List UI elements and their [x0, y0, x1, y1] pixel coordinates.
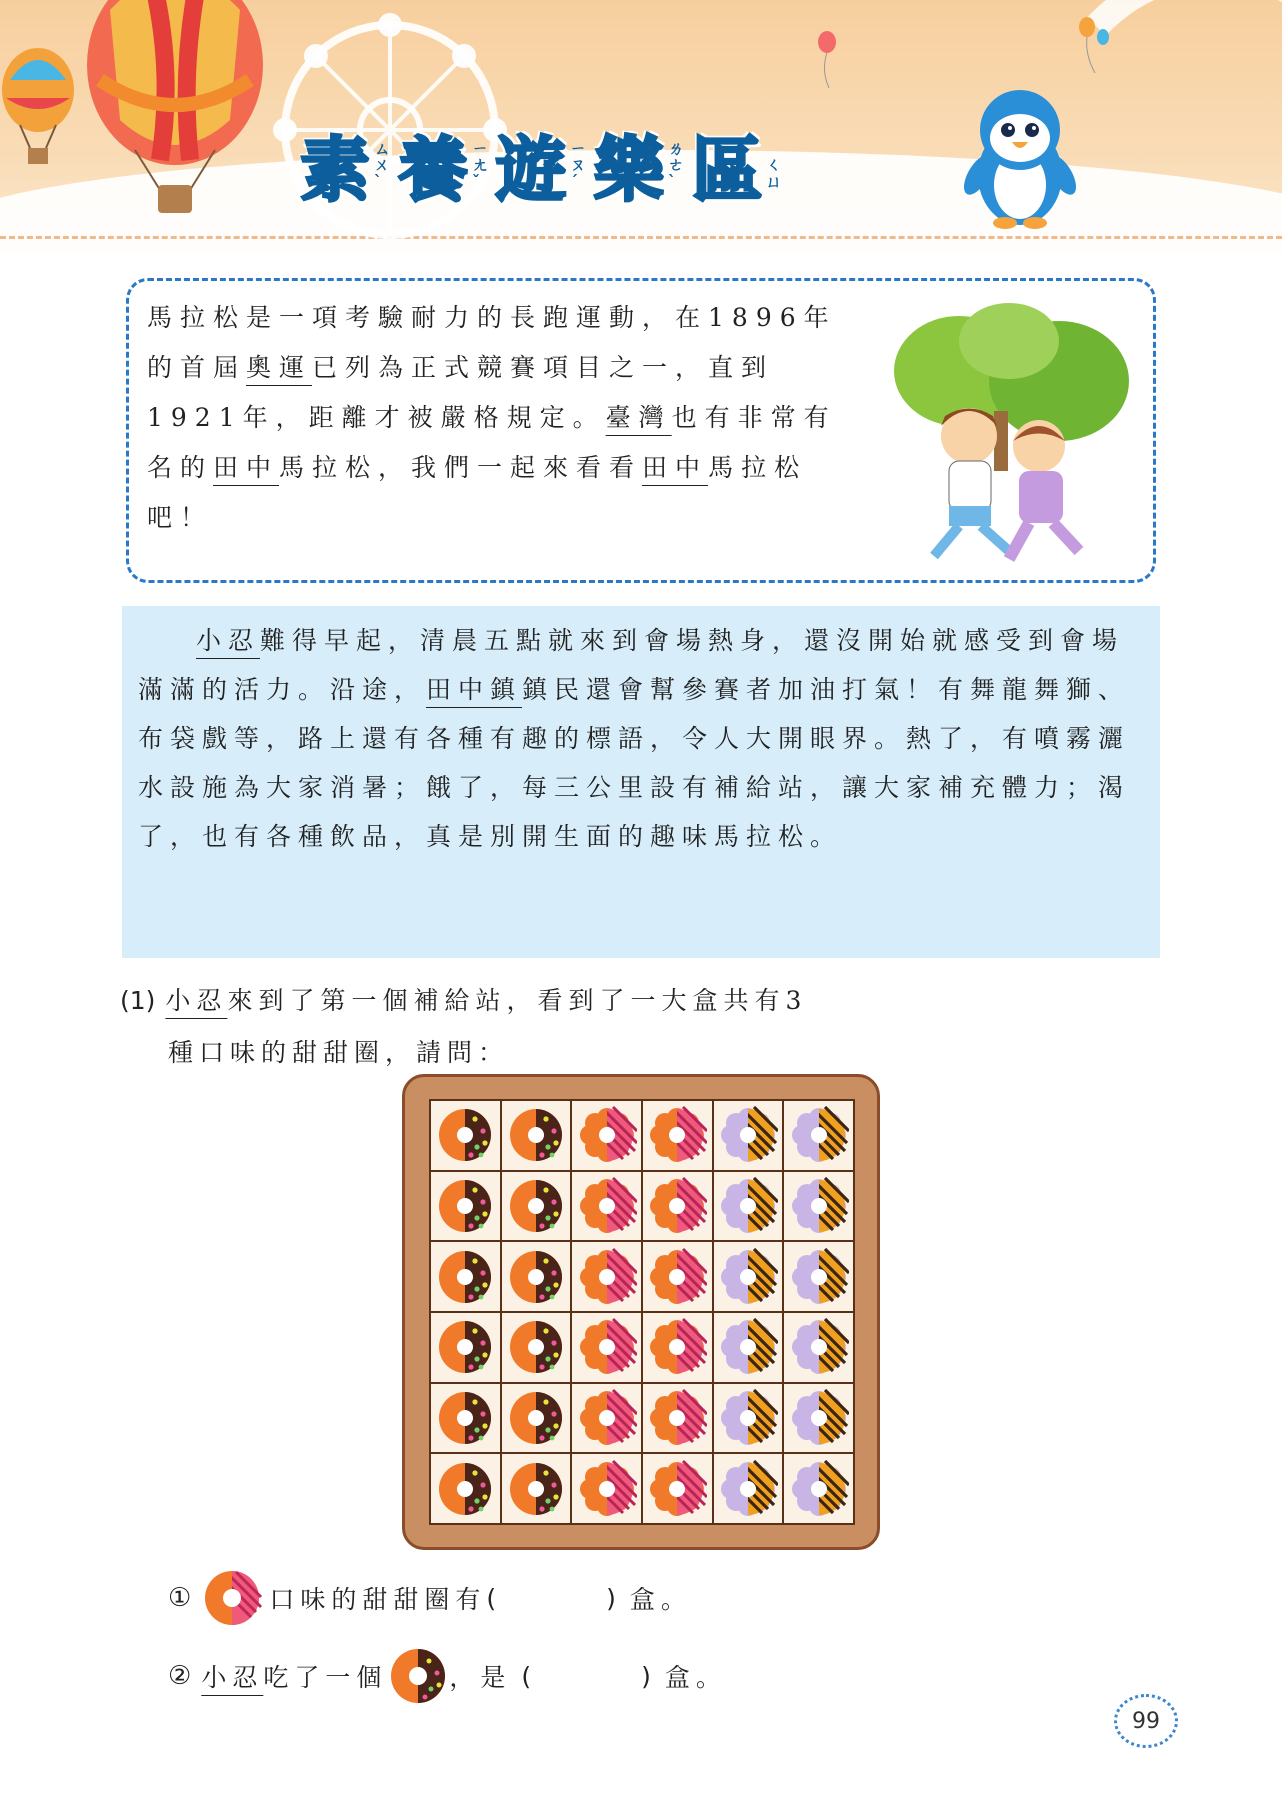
purple-tiger-donut-icon	[718, 1317, 778, 1377]
chocolate-sprinkle-donut-icon	[506, 1176, 566, 1236]
intro-box	[126, 278, 1156, 583]
pink-striped-donut-icon	[577, 1105, 637, 1165]
chocolate-sprinkle-donut-icon	[506, 1317, 566, 1377]
donut-cell	[431, 1313, 500, 1382]
intro-text-part: 馬拉松是一項考驗耐力的長跑運動，在1896年的首屆	[147, 303, 837, 382]
donut-cell	[572, 1101, 641, 1170]
tiny-balloon-icon	[1075, 15, 1115, 75]
donut-cell	[784, 1313, 853, 1382]
question-number: (1)	[120, 986, 156, 1015]
donut-cell	[502, 1242, 571, 1311]
answer-unit: 盒。	[629, 1585, 692, 1614]
donut-cell	[502, 1172, 571, 1241]
purple-tiger-donut-icon	[789, 1105, 849, 1165]
paren-close: )	[606, 1583, 616, 1613]
chocolate-sprinkle-donut-icon	[435, 1105, 495, 1165]
donut-cell	[784, 1384, 853, 1453]
question-text: 種口味的甜甜圈，請問：	[168, 1038, 510, 1067]
question-1	[120, 975, 1160, 1079]
intro-text-part: 已列為正式競賽項目之一，直到1921年，距離才被嚴格規定。	[147, 353, 775, 432]
donut-cell	[431, 1454, 500, 1523]
chocolate-sprinkle-donut-icon	[506, 1105, 566, 1165]
donut-cell	[502, 1454, 571, 1523]
paren-open: (	[521, 1661, 532, 1691]
answer-1	[168, 1568, 692, 1628]
donut-cell	[784, 1101, 853, 1170]
chocolate-sprinkle-donut-icon	[435, 1388, 495, 1448]
donut-cell	[643, 1172, 712, 1241]
term-olympics: 奧運	[246, 353, 313, 382]
pink-striped-donut-icon	[577, 1247, 637, 1307]
pink-striped-donut-icon	[577, 1176, 637, 1236]
question-text: 來到了第一個補給站，看到了一大盒共有3	[227, 986, 808, 1015]
donut-cell	[714, 1242, 783, 1311]
pink-striped-donut-icon	[647, 1388, 707, 1448]
title-zhuyin: ㄑㄩ	[766, 155, 783, 192]
term-xiaoren: 小忍	[165, 986, 228, 1015]
term-tianzhong-town: 田中鎮	[426, 675, 523, 704]
donut-cell	[643, 1454, 712, 1523]
donut-cell	[784, 1454, 853, 1523]
answer-marker: ②	[168, 1661, 192, 1691]
answer-text: ，是	[449, 1663, 512, 1692]
title-char: 素	[300, 129, 370, 211]
title-zhuyin: ㄌㄜˋ	[668, 138, 685, 192]
donut-cell	[643, 1101, 712, 1170]
donut-cell	[502, 1313, 571, 1382]
donut-cell	[784, 1172, 853, 1241]
purple-tiger-donut-icon	[718, 1459, 778, 1519]
story-text	[138, 616, 1144, 861]
chocolate-sprinkle-donut-icon	[506, 1388, 566, 1448]
pink-striped-donut-icon	[647, 1176, 707, 1236]
donut-cell	[431, 1101, 500, 1170]
donut-cell	[714, 1384, 783, 1453]
pink-striped-donut-icon	[201, 1567, 263, 1629]
hot-air-balloon-icon	[80, 0, 270, 230]
donut-cell	[572, 1313, 641, 1382]
donut-cell	[572, 1172, 641, 1241]
donut-cell	[714, 1101, 783, 1170]
paren-close: )	[641, 1661, 651, 1691]
page-header	[0, 0, 1282, 255]
donut-cell	[643, 1242, 712, 1311]
donut-cell	[572, 1242, 641, 1311]
title-char: 養	[398, 129, 468, 211]
purple-tiger-donut-icon	[789, 1176, 849, 1236]
purple-tiger-donut-icon	[718, 1105, 778, 1165]
pink-striped-donut-icon	[647, 1317, 707, 1377]
hot-air-balloon-small-icon	[0, 40, 90, 180]
term-taiwan: 臺灣	[605, 403, 672, 432]
donut-cell	[431, 1172, 500, 1241]
purple-tiger-donut-icon	[789, 1317, 849, 1377]
term-tianzhong: 田中	[213, 453, 280, 482]
purple-tiger-donut-icon	[718, 1388, 778, 1448]
header-dashed-line	[0, 236, 1282, 239]
answer-unit: 盒。	[664, 1663, 727, 1692]
donut-cell	[643, 1313, 712, 1382]
pink-striped-donut-icon	[577, 1317, 637, 1377]
donut-cell	[431, 1384, 500, 1453]
pink-striped-donut-icon	[647, 1459, 707, 1519]
donut-cell	[714, 1454, 783, 1523]
pink-striped-donut-icon	[647, 1105, 707, 1165]
donut-cell	[502, 1101, 571, 1170]
intro-text-part: 也有非常有名的	[147, 403, 837, 482]
intro-text-part: 馬拉松，我們一起來看看	[279, 453, 643, 482]
title-char: 區	[692, 129, 762, 211]
paren-open: (	[486, 1583, 497, 1613]
intro-text-part: 馬拉松吧！	[147, 453, 808, 532]
answer-marker: ①	[168, 1583, 192, 1613]
donut-cell	[643, 1384, 712, 1453]
purple-tiger-donut-icon	[789, 1388, 849, 1448]
story-panel	[122, 606, 1160, 958]
story-text-part: 難得早起，清晨五點就來到會場熱身，還沒開始就感受到會場滿滿的活力。沿途，	[138, 626, 1125, 704]
term-tianzhong: 田中	[642, 453, 709, 482]
donut-cell	[784, 1242, 853, 1311]
intro-text	[147, 293, 867, 543]
donut-grid	[429, 1099, 855, 1525]
page-number: 99	[1114, 1694, 1178, 1748]
donut-cell	[431, 1242, 500, 1311]
purple-tiger-donut-icon	[718, 1176, 778, 1236]
purple-tiger-donut-icon	[789, 1459, 849, 1519]
chocolate-sprinkle-donut-icon	[435, 1247, 495, 1307]
term-xiaoren: 小忍	[201, 1663, 264, 1692]
term-xiaoren: 小忍	[196, 626, 261, 655]
pink-striped-donut-icon	[577, 1459, 637, 1519]
purple-tiger-donut-icon	[789, 1247, 849, 1307]
title-zhuyin: ㄧㄡˊ	[570, 138, 587, 192]
chocolate-sprinkle-donut-icon	[435, 1459, 495, 1519]
answer-2	[168, 1646, 727, 1706]
story-text-part: 鎮民還會幫參賽者加油打氣！有舞龍舞獅、布袋戲等，路上還有各種有趣的標語，令人大開眼界。熱了，有噴霧灑水設施為大家消暑；餓了，每三公里設有補給站，讓大家補充體力；渴了，也有各種飲品，真是別開生面的趣味馬拉松。	[138, 675, 1131, 851]
donut-cell	[572, 1384, 641, 1453]
answer-text: 吃了一個	[263, 1663, 388, 1692]
chocolate-sprinkle-donut-icon	[435, 1176, 495, 1236]
title-char: 遊	[496, 129, 566, 211]
donut-box	[402, 1074, 880, 1550]
purple-tiger-donut-icon	[718, 1247, 778, 1307]
running-children-illustration	[889, 301, 1139, 571]
donut-cell	[714, 1172, 783, 1241]
pink-striped-donut-icon	[577, 1388, 637, 1448]
pink-striped-donut-icon	[647, 1247, 707, 1307]
title-zhuyin: ㄙㄨˋ	[374, 138, 391, 192]
page-title	[300, 105, 786, 211]
chocolate-sprinkle-donut-icon	[435, 1317, 495, 1377]
title-zhuyin: ㄧㄤˇ	[472, 138, 489, 192]
chocolate-sprinkle-donut-icon	[506, 1459, 566, 1519]
tiny-balloon-icon	[815, 30, 839, 90]
answer-text: 口味的甜甜圈有	[269, 1585, 487, 1614]
chocolate-sprinkle-donut-icon	[506, 1247, 566, 1307]
donut-cell	[714, 1313, 783, 1382]
penguin-mascot-icon	[960, 80, 1080, 230]
donut-cell	[502, 1384, 571, 1453]
chocolate-sprinkle-donut-icon	[387, 1645, 449, 1707]
title-char: 樂	[594, 129, 664, 211]
donut-cell	[572, 1454, 641, 1523]
